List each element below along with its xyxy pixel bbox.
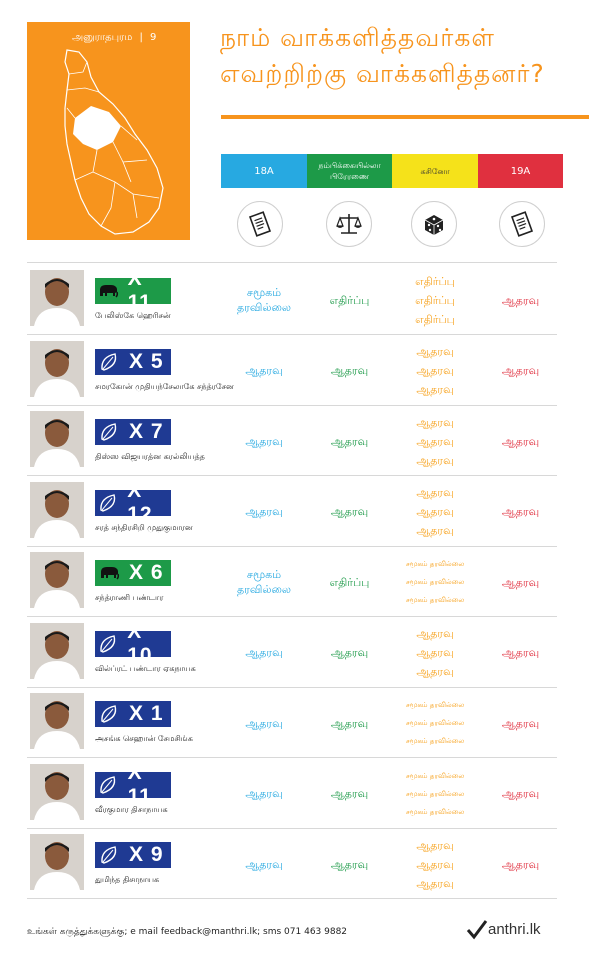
- table-row: [27, 477, 557, 547]
- vote-casino-text: ஆதரவு: [416, 345, 454, 358]
- vote-no-confidence: [307, 759, 392, 829]
- ballot-number-badge: [95, 701, 171, 727]
- candidate-name: பேலிஸ்கே ஹெரிசன்: [95, 311, 171, 320]
- elephant-icon: [97, 562, 121, 584]
- vote-19a: [478, 829, 563, 899]
- vote-18a-text: ஆதரவு: [245, 857, 283, 871]
- page-title-line1: நாம் வாக்களித்தவர்கள்: [220, 23, 495, 52]
- vote-casino-text: ஆதரவு: [416, 665, 454, 678]
- vote-18a: [221, 477, 307, 547]
- ballot-number: X 7: [129, 420, 164, 443]
- ballot-number-badge: [95, 842, 171, 868]
- vote-casino-text: சமூகம் தரவில்லை: [405, 719, 465, 727]
- brand-logo: [466, 918, 541, 940]
- avatar: [30, 834, 84, 890]
- vote-casino-text: எதிர்ப்பு: [415, 312, 455, 326]
- vote-casino: [392, 265, 478, 335]
- vote-no-confidence-text: எதிர்ப்பு: [329, 293, 370, 307]
- vote-19a-text: ஆதரவு: [501, 857, 540, 871]
- vote-casino: [392, 759, 478, 829]
- vote-19a: [478, 618, 563, 688]
- vote-casino-text: ஆதரவு: [416, 876, 454, 890]
- vote-19a: [478, 759, 563, 829]
- vote-18a: [221, 547, 307, 617]
- betel-leaf-icon: [97, 492, 119, 514]
- vote-18a: [221, 618, 307, 688]
- checkmark-icon: [466, 918, 488, 940]
- vote-no-confidence: [307, 477, 392, 547]
- vote-casino-text: ஆதரவு: [416, 627, 454, 640]
- vote-18a: [221, 759, 307, 829]
- ballot-number: X 11: [127, 267, 152, 314]
- elephant-icon: [97, 280, 120, 302]
- vote-19a-text: ஆதரவு: [501, 364, 540, 377]
- brand-name: anthri.lk: [488, 920, 541, 938]
- vote-no-confidence-text: ஆதரவு: [330, 505, 369, 518]
- vote-casino: [392, 477, 478, 547]
- vote-casino-text: ஆதரவு: [416, 524, 454, 537]
- vote-casino-text: சமூகம் தரவில்லை: [405, 578, 465, 586]
- vote-18a-text: தரவில்லை: [236, 301, 292, 314]
- table-row: [27, 759, 557, 829]
- candidate-name: திஸ்ஸ விஜயரத்ன கரல்லியத்த: [95, 452, 205, 461]
- betel-leaf-icon: [97, 703, 121, 725]
- betel-leaf-icon: [97, 774, 120, 796]
- district-map: [27, 22, 190, 240]
- table-row: [27, 547, 557, 617]
- avatar: [30, 693, 84, 749]
- vote-18a-text: ஆதரவு: [245, 716, 283, 730]
- vote-casino: [392, 547, 478, 617]
- ballot-number-badge: [95, 267, 171, 314]
- ballot-number-badge: [95, 560, 171, 586]
- scales-icon: [326, 201, 372, 247]
- ballot-number: X 11: [127, 760, 152, 808]
- vote-casino: [392, 406, 478, 476]
- vote-18a: [221, 265, 307, 335]
- vote-18a: [221, 406, 307, 476]
- vote-18a: [221, 336, 307, 406]
- vote-casino: [392, 336, 478, 406]
- vote-19a-text: ஆதரவு: [501, 646, 540, 659]
- vote-no-confidence: [307, 829, 392, 899]
- betel-leaf-icon: [97, 633, 119, 655]
- betel-leaf-icon: [97, 421, 121, 443]
- vote-no-confidence-text: ஆதரவு: [330, 716, 369, 730]
- vote-casino-text: ஆதரவு: [416, 486, 454, 499]
- vote-no-confidence-text: ஆதரவு: [330, 434, 369, 448]
- vote-casino-text: ஆதரவு: [416, 646, 454, 659]
- column-header-18a: 18A: [221, 154, 307, 188]
- vote-19a: [478, 265, 563, 335]
- vote-19a: [478, 688, 563, 758]
- vote-casino-text: சமூகம் தரவில்லை: [405, 807, 465, 816]
- page-title-line2: எவற்றிற்கு வாக்களித்தனர்?: [220, 59, 545, 88]
- ballot-number-badge: [95, 478, 171, 526]
- candidate-name: வில்ப்ரட் பண்டார ஏகநாயக: [95, 663, 196, 673]
- vote-19a-text: ஆதரவு: [501, 787, 540, 800]
- candidate-name: அசங்க செஹான் சேமசிங்க: [95, 734, 193, 743]
- vote-casino: [392, 618, 478, 688]
- vote-19a: [478, 406, 563, 476]
- column-header-no-confidence: நம்பிக்கையில்லா பிரேரணை: [307, 154, 392, 188]
- district-label: அனுராதபுரம | 9: [72, 32, 157, 43]
- vote-no-confidence-text: ஆதரவு: [330, 364, 369, 377]
- vote-casino-text: எதிர்ப்பு: [415, 293, 455, 307]
- ballot-number-badge: [95, 349, 171, 375]
- column-header-19a: 19A: [478, 154, 563, 188]
- ballot-number: X 5: [129, 349, 164, 373]
- table-top-divider: [27, 262, 557, 263]
- vote-19a: [478, 547, 563, 617]
- vote-19a-text: ஆதரவு: [501, 505, 540, 518]
- ballot-number: X 6: [129, 561, 164, 584]
- table-row: [27, 406, 557, 476]
- vote-no-confidence: [307, 547, 392, 617]
- avatar: [30, 270, 84, 326]
- table-row: [27, 688, 557, 758]
- vote-19a-text: ஆதரவு: [501, 293, 540, 307]
- vote-no-confidence: [307, 688, 392, 758]
- vote-casino-text: எதிர்ப்பு: [415, 274, 455, 288]
- ballot-number: X 9: [129, 843, 164, 866]
- avatar: [30, 482, 84, 538]
- vote-18a-text: ஆதரவு: [245, 505, 283, 518]
- ballot-number-badge: [95, 419, 171, 445]
- vote-18a-text: ஆதரவு: [245, 646, 283, 659]
- ballot-number: X 10: [127, 619, 153, 667]
- ballot-number: X 1: [129, 702, 164, 725]
- vote-casino-text: சமூகம் தரவில்லை: [405, 701, 465, 709]
- vote-18a-text: ஆதரவு: [245, 364, 283, 377]
- vote-no-confidence: [307, 618, 392, 688]
- vote-casino-text: சமூகம் தரவில்லை: [405, 737, 465, 745]
- vote-casino-text: ஆதரவு: [416, 838, 454, 852]
- vote-casino-text: சமூகம் தரவில்லை: [405, 596, 465, 604]
- vote-casino-text: ஆதரவு: [416, 364, 454, 377]
- candidate-name: சந்த்ராணி பண்டார: [95, 593, 164, 602]
- vote-19a-text: ஆதரவு: [501, 575, 540, 589]
- vote-no-confidence-text: ஆதரவு: [330, 787, 369, 800]
- betel-leaf-icon: [97, 351, 121, 373]
- vote-18a: [221, 688, 307, 758]
- vote-no-confidence: [307, 406, 392, 476]
- avatar: [30, 764, 84, 820]
- ballot-number: X 12: [127, 478, 153, 526]
- ballot-number-badge: [95, 760, 171, 808]
- title-divider: [221, 115, 589, 119]
- vote-no-confidence-text: ஆதரவு: [330, 857, 369, 871]
- vote-casino: [392, 829, 478, 899]
- avatar: [30, 411, 84, 467]
- vote-19a-text: ஆதரவு: [501, 716, 540, 730]
- sri-lanka-map-icon: [27, 22, 190, 240]
- vote-casino-text: ஆதரவு: [416, 383, 454, 396]
- avatar: [30, 341, 84, 397]
- dice-icon: [411, 201, 457, 247]
- vote-18a-text: சமூகம்: [246, 286, 282, 299]
- table-row: [27, 618, 557, 688]
- vote-19a-text: ஆதரவு: [501, 434, 540, 448]
- candidate-name: சமரகோன் முதியந்சேலாகே சந்த்ரசேன: [95, 381, 234, 391]
- vote-19a: [478, 336, 563, 406]
- table-row: [27, 265, 557, 335]
- avatar: [30, 552, 84, 608]
- district-seats: 9: [150, 32, 157, 43]
- vote-no-confidence-text: எதிர்ப்பு: [329, 575, 370, 589]
- vote-18a-text: தரவில்லை: [236, 583, 292, 596]
- document-icon: [499, 201, 545, 247]
- vote-casino-text: ஆதரவு: [416, 453, 454, 467]
- vote-no-confidence: [307, 265, 392, 335]
- footer-contact: உங்கள் கருத்துக்களுக்கு; e mail feedback@manthri.lk; sms 071 463 9882: [27, 927, 348, 937]
- vote-casino-text: ஆதரவு: [416, 415, 454, 429]
- vote-no-confidence: [307, 336, 392, 406]
- vote-18a-text: ஆதரவு: [245, 787, 283, 800]
- vote-casino-text: சமூகம் தரவில்லை: [405, 771, 465, 780]
- vote-casino-text: ஆதரவு: [416, 857, 454, 871]
- vote-casino-text: ஆதரவு: [416, 505, 454, 518]
- document-icon: [237, 201, 283, 247]
- candidate-name: துமிந்த திசாநாயக: [95, 875, 160, 884]
- candidate-name: சரத் சந்திரசிறி முதுகுமாரன: [95, 522, 193, 532]
- vote-casino-text: சமூகம் தரவில்லை: [405, 560, 465, 568]
- vote-no-confidence-text: ஆதரவு: [330, 646, 369, 659]
- avatar: [30, 623, 84, 679]
- betel-leaf-icon: [97, 844, 121, 866]
- vote-19a: [478, 477, 563, 547]
- vote-casino-text: சமூகம் தரவில்லை: [405, 789, 465, 798]
- ballot-number-badge: [95, 619, 171, 667]
- vote-18a-text: ஆதரவு: [245, 434, 283, 448]
- vote-18a: [221, 829, 307, 899]
- district-name: அனுராதபுரம: [72, 32, 133, 43]
- vote-casino: [392, 688, 478, 758]
- candidate-name: வீரகுமார திசாநாயக: [95, 804, 168, 814]
- vote-casino-text: ஆதரவு: [416, 434, 454, 448]
- column-header-casino: கசினோ: [392, 154, 478, 188]
- table-row: [27, 336, 557, 406]
- vote-18a-text: சமூகம்: [246, 568, 282, 581]
- table-row: [27, 829, 557, 899]
